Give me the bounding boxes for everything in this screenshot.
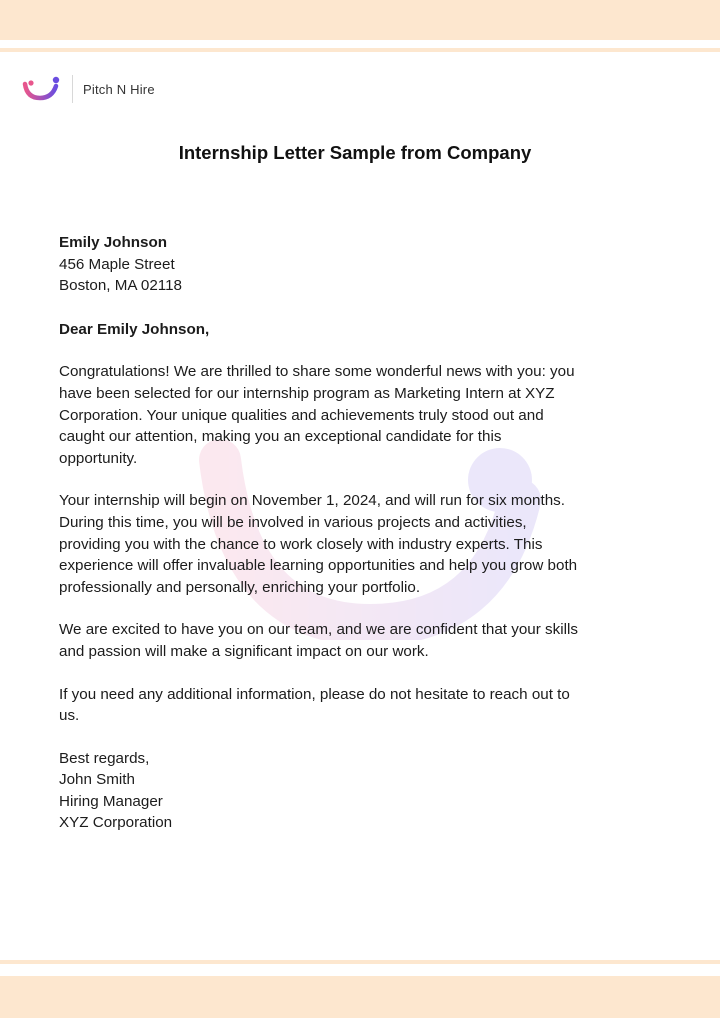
paragraph-line: have been selected for our internship program as Marketing Intern at XYZ (59, 384, 555, 402)
bottom-decorative-band (0, 976, 720, 1018)
paragraph-line: Your internship will begin on November 1, 2024, and will run for six months. (59, 492, 565, 510)
paragraph-line: During this time, you will be involved in various projects and activities, (59, 513, 527, 531)
paragraph-line: us. (59, 707, 80, 725)
recipient-city: Boston, MA 02118 (59, 277, 182, 295)
paragraph-line: caught our attention, making you an exceptional candidate for this (59, 428, 502, 446)
recipient-street: 456 Maple Street (59, 255, 175, 273)
top-decorative-band (0, 0, 720, 40)
signer-role: Hiring Manager (59, 792, 163, 810)
paragraph-line: Corporation. Your unique qualities and achievements truly stood out and (59, 406, 544, 424)
signature-block (59, 748, 679, 834)
paragraph-line: and passion will make a significant impact on our work. (59, 642, 429, 660)
top-decorative-line (0, 48, 720, 52)
paragraph-line: Congratulations! We are thrilled to share some wonderful news with you: you (59, 363, 575, 381)
brand-name: Pitch N Hire (83, 81, 155, 97)
paragraph-line: If you need any additional information, please do not hesitate to reach out to (59, 685, 570, 703)
signer-company: XYZ Corporation (59, 814, 173, 832)
page-title: Internship Letter Sample from Company (178, 142, 532, 163)
salutation: Dear Emily Johnson, (59, 320, 210, 338)
paragraph-internship-details (59, 490, 679, 598)
signer-name: John Smith (59, 771, 135, 789)
pitch-n-hire-logo-icon (22, 74, 62, 104)
recipient-name: Emily Johnson (59, 234, 168, 251)
paragraph-team (59, 619, 679, 662)
letter-body (59, 232, 679, 834)
paragraph-line: experience will offer invaluable learning opportunities and help you grow both (59, 557, 578, 575)
paragraph-line: We are excited to have you on our team, and we are confident that your skills (59, 621, 578, 639)
recipient-address (59, 232, 679, 297)
logo-divider (72, 75, 73, 103)
paragraph-congratulations (59, 361, 679, 469)
bottom-decorative-line (0, 960, 720, 964)
paragraph-line: opportunity. (59, 449, 138, 467)
paragraph-contact (59, 684, 679, 727)
closing-regards: Best regards, (59, 749, 150, 767)
letterhead (22, 72, 155, 106)
paragraph-line: providing you with the chance to work closely with industry experts. This (59, 535, 543, 553)
paragraph-line: professionally and personally, enriching your portfolio. (59, 578, 421, 596)
